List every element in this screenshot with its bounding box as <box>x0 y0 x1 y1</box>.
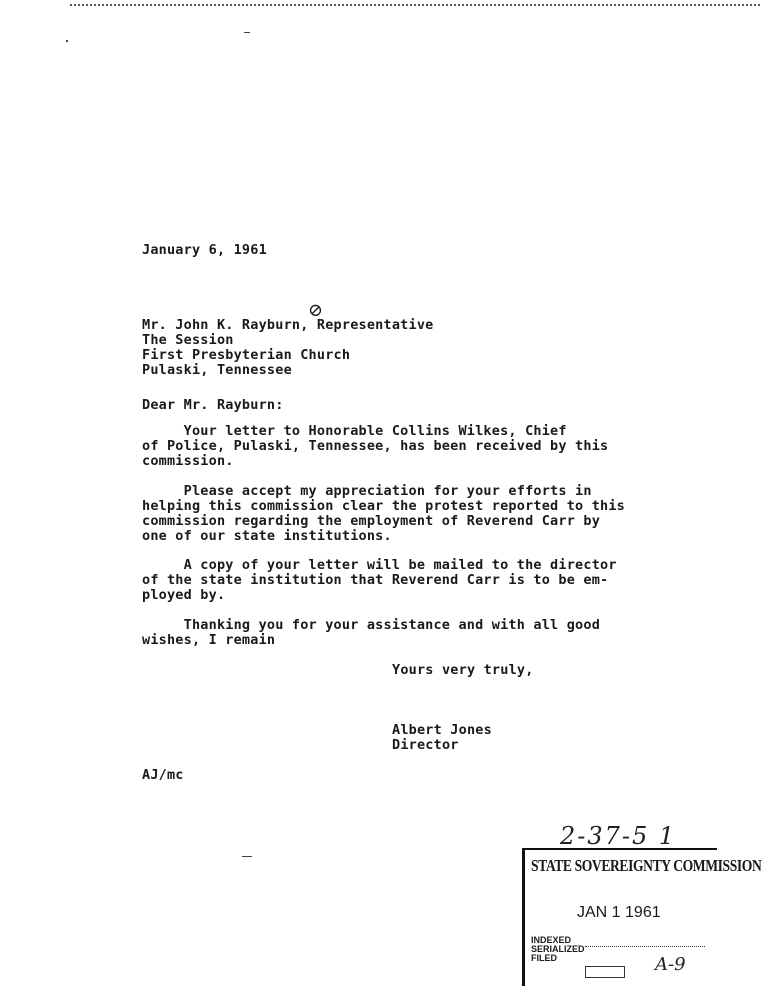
handwritten-initials: A-9 <box>655 954 686 975</box>
paragraph-2-line-3: commission regarding the employment of Reverend Carr by <box>142 513 601 529</box>
paragraph-4-line-2: wishes, I remain <box>142 632 276 648</box>
paragraph-3-line-3: ployed by. <box>142 587 226 603</box>
speck <box>242 856 252 857</box>
handwritten-check-mark: ⊘ <box>308 300 324 321</box>
paragraph-3-line-1: A copy of your letter will be mailed to the director <box>142 557 617 573</box>
paragraph-2-line-4: one of our state institutions. <box>142 528 392 544</box>
address-line-1: Mr. John K. Rayburn, Representative <box>142 317 434 333</box>
stamp-date: JAN 1 1961 <box>577 904 661 921</box>
paragraph-4-line-1: Thanking you for your assistance and with all good <box>142 617 601 633</box>
signer-name: Albert Jones <box>392 722 492 738</box>
stamp-title: STATE SOVEREIGNTY COMMISSION <box>531 856 762 875</box>
paragraph-3-line-2: of the state institution that Reverend Carr is to be em- <box>142 572 609 588</box>
speck <box>244 32 250 33</box>
stamp-fields <box>531 936 585 963</box>
signer-title: Director <box>392 737 459 753</box>
address-line-2: The Session <box>142 332 234 348</box>
address-line-4: Pulaski, Tennessee <box>142 362 292 378</box>
salutation: Dear Mr. Rayburn: <box>142 397 284 413</box>
paragraph-1-line-2: of Police, Pulaski, Tennessee, has been received by this <box>142 438 609 454</box>
typist-initials: AJ/mc <box>142 767 184 783</box>
paragraph-2-line-1: Please accept my appreciation for your efforts in <box>142 483 592 499</box>
handwritten-file-number: 2-37-5 1 <box>560 822 677 850</box>
paragraph-2-line-2: helping this commission clear the protest reported to this <box>142 498 626 514</box>
received-stamp <box>522 848 762 986</box>
paragraph-1-line-3: commission. <box>142 453 234 469</box>
stamp-field-indexed: INDEXED <box>531 935 572 945</box>
speck <box>66 40 68 42</box>
closing: Yours very truly, <box>392 662 534 678</box>
stamp-field-serialized: SERIALIZED <box>531 944 585 954</box>
paragraph-1-line-1: Your letter to Honorable Collins Wilkes, Chief <box>142 423 567 439</box>
stamp-dotted-line <box>585 946 705 947</box>
stamp-field-filed: FILED <box>531 953 557 963</box>
address-line-3: First Presbyterian Church <box>142 347 351 363</box>
stamp-box <box>585 966 625 978</box>
letter-date: January 6, 1961 <box>142 242 267 258</box>
